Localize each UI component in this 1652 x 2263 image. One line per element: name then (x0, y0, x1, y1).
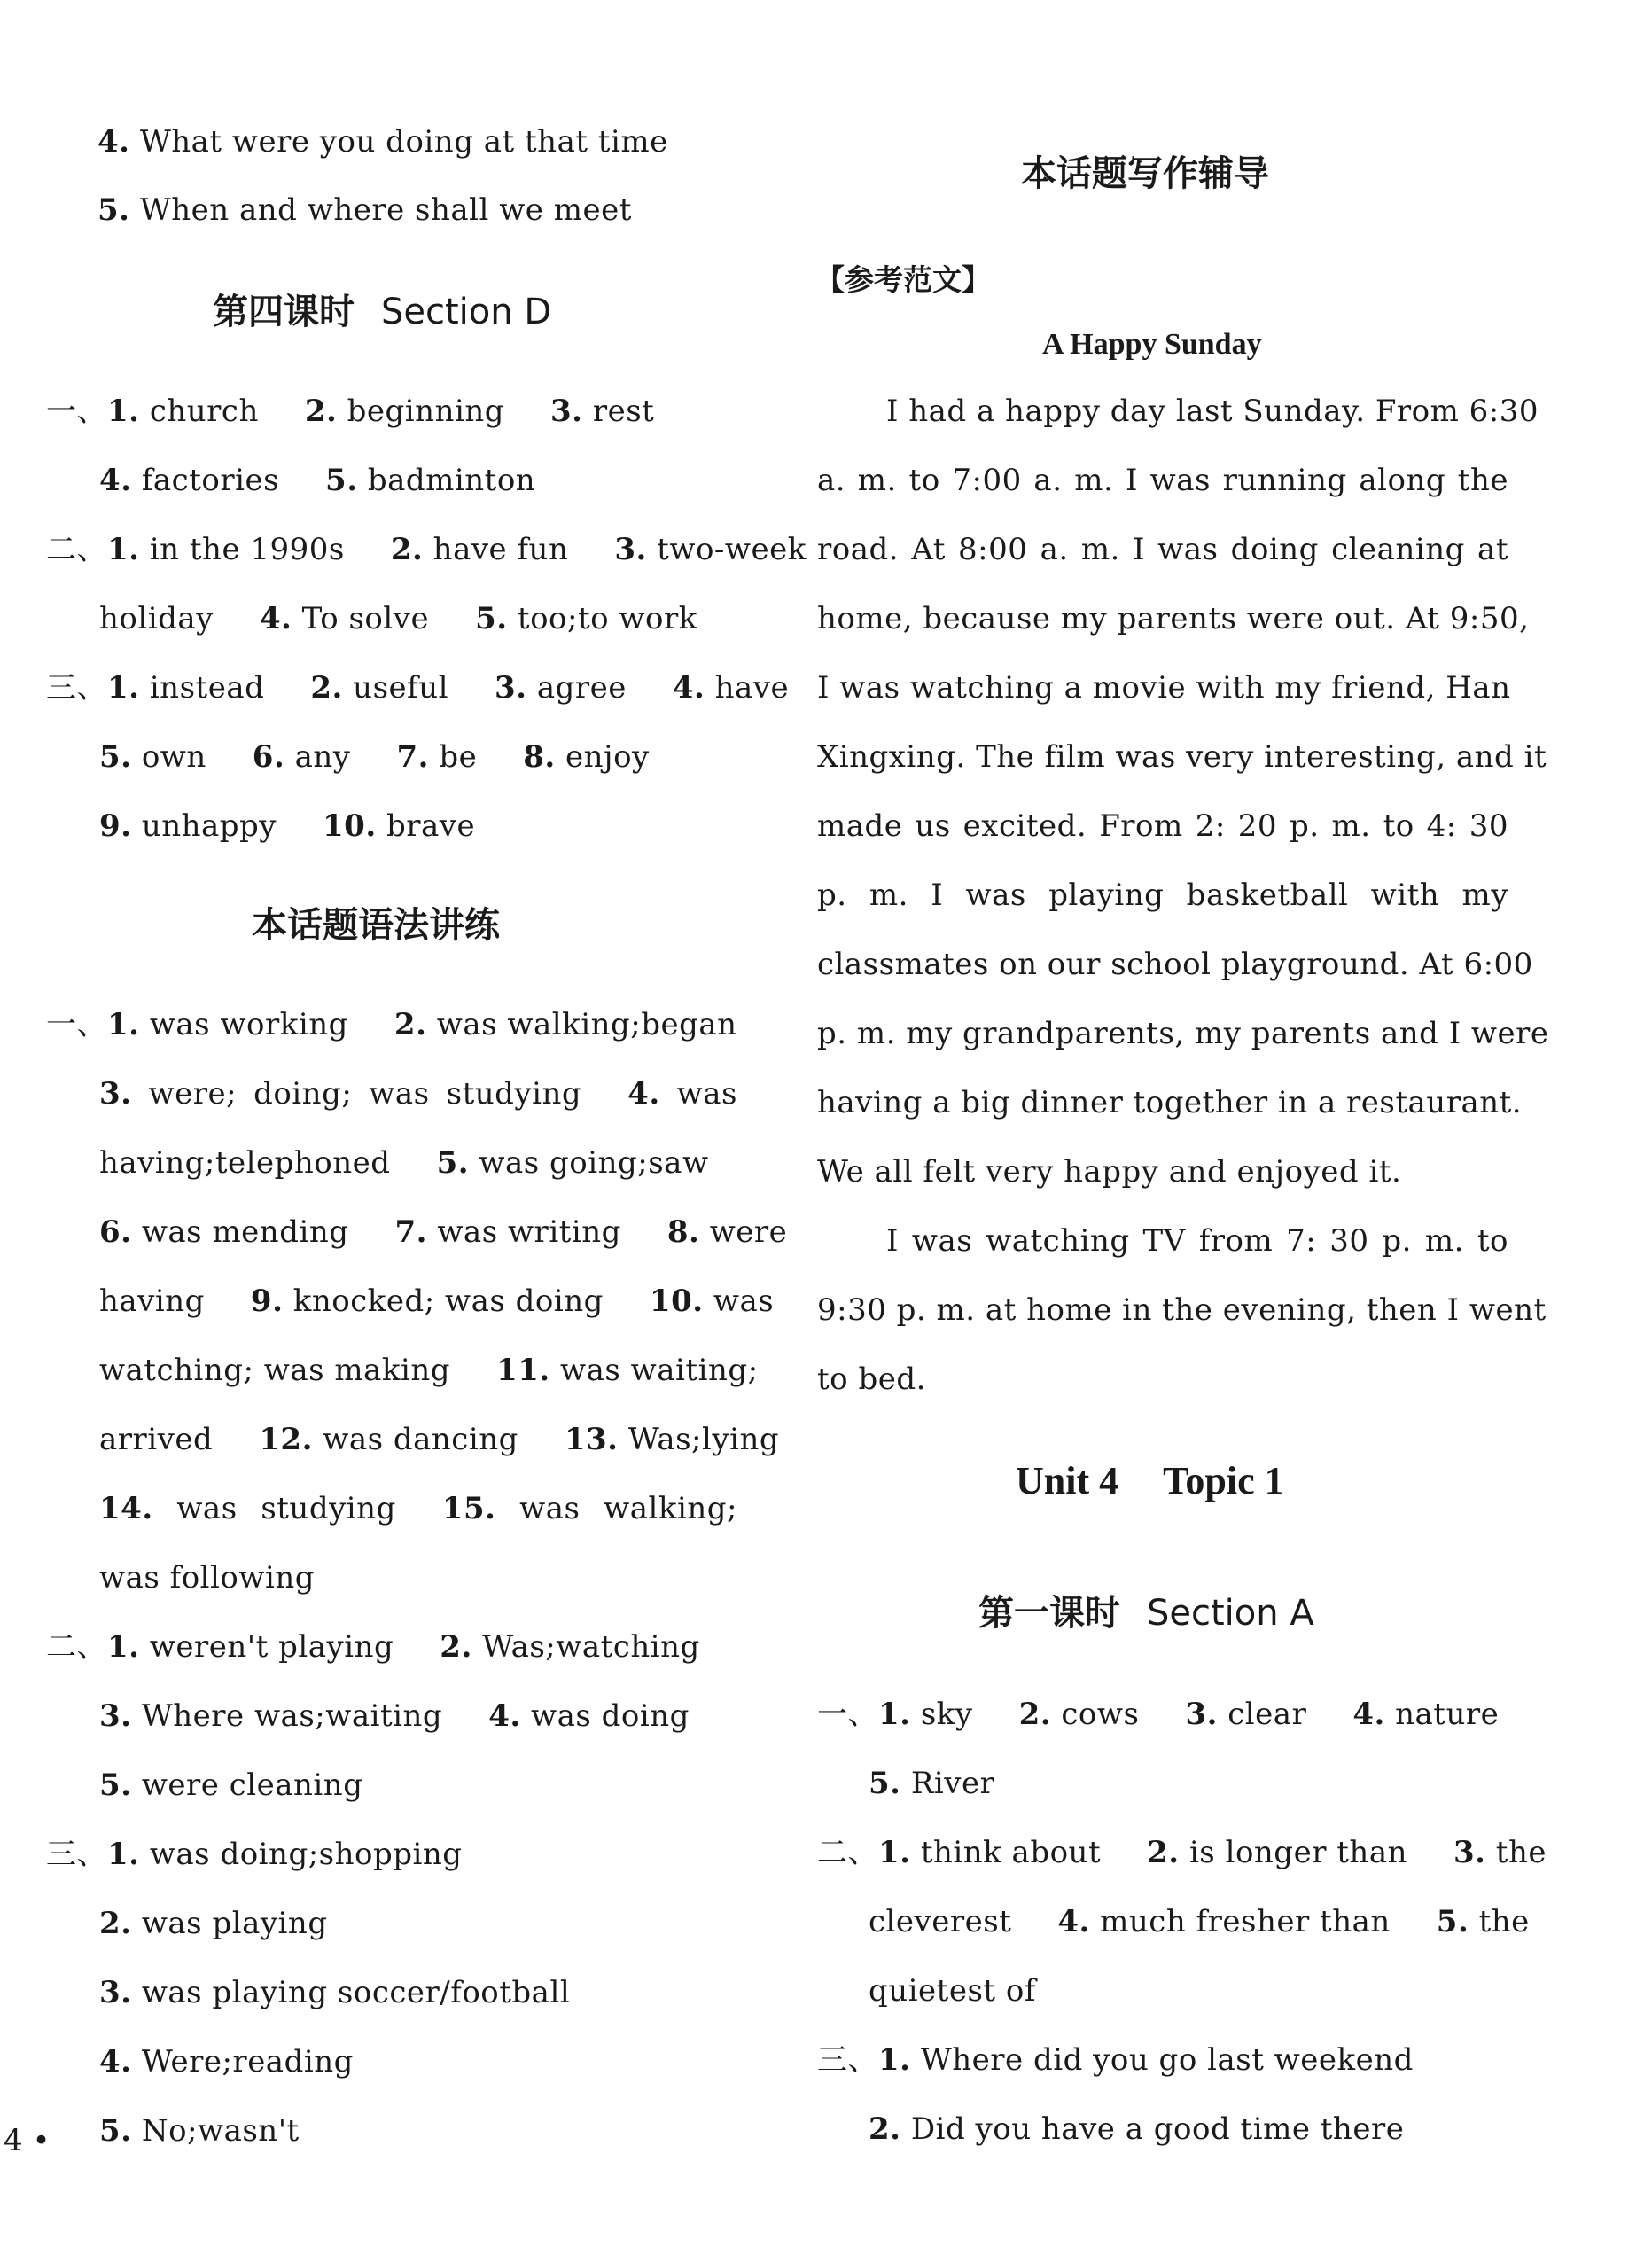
item-answer: sky (920, 1697, 973, 1732)
item-number: 4. (99, 463, 132, 498)
item-number: 9. (250, 1284, 284, 1319)
item-number: 2. (99, 1906, 132, 1941)
answer-line: 三、1. Where did you go last weekend (817, 2042, 1414, 2078)
essay-line: p. m. I was playing basketball with my (817, 878, 1508, 913)
item-answer: was doing;shopping (149, 1837, 463, 1872)
answer-line (99, 1767, 362, 1803)
item-number: 4. (488, 1698, 521, 1734)
item-number: 1. (107, 1007, 140, 1042)
answer-line (99, 1076, 737, 1112)
item-answer: Did you have a good time there (910, 2111, 1405, 2147)
item-number: 4. (627, 1076, 660, 1112)
item-answer: was working (149, 1007, 348, 1042)
item-answer: was playing (141, 1906, 328, 1941)
answer-line: 三、1. was doing;shopping (46, 1837, 463, 1872)
essay-line: home, because my parents were out. At 9:50, (817, 601, 1530, 636)
item-answer: think about (920, 1835, 1102, 1870)
section-heading: 第一课时 Section A (978, 1593, 1314, 1634)
item-number: 2. (440, 1629, 472, 1665)
essay-line: I was watching a movie with my friend, Han (817, 670, 1511, 706)
answer-line (99, 1906, 328, 1941)
item-answer: Was;watching (482, 1629, 700, 1665)
item-answer: factories (141, 463, 280, 498)
item-number: 5. (325, 463, 358, 498)
answer-line: having 9. knocked; was doing 10. was (99, 1284, 775, 1319)
item-number: 14. (99, 1491, 153, 1526)
item-number: 10. (649, 1284, 704, 1319)
answer-line (99, 2113, 300, 2149)
answer-line (869, 2111, 1404, 2147)
answer-line: 三、1. instead 2. useful 3. agree 4. have (46, 670, 790, 706)
answer-line (99, 739, 650, 775)
item-number: 5. (475, 601, 508, 636)
essay-line: p. m. my grandparents, my parents and I were (817, 1016, 1549, 1051)
item-number: 5. (1436, 1904, 1469, 1939)
item-answer: knocked; was doing (292, 1284, 604, 1319)
essay-line: a. m. to 7:00 a. m. I was running along the (817, 463, 1508, 498)
answer-line: 二、1. weren't playing 2. Was;watching (46, 1629, 700, 1665)
section-heading: 第四课时 Section D (213, 292, 552, 332)
item-number: 11. (496, 1353, 550, 1388)
item-answer: was writing (437, 1214, 621, 1250)
item-answer: brave (386, 808, 476, 844)
essay-line: road. At 8:00 a. m. I was doing cleaning at (817, 532, 1508, 567)
item-answer: were (709, 1214, 788, 1250)
section-heading: 本话题语法讲练 (252, 905, 500, 946)
item-number: 5. (436, 1145, 470, 1181)
item-answer: the (1495, 1835, 1547, 1870)
item-answer: in the 1990s (149, 532, 345, 567)
item-answer: Was;lying (627, 1422, 780, 1457)
item-answer: was dancing (323, 1422, 518, 1457)
item-answer: were cleaning (141, 1767, 363, 1803)
essay-line: classmates on our school playground. At 6:00 (817, 947, 1533, 982)
item-number: 4. (672, 670, 705, 706)
essay-line: I had a happy day last Sunday. From 6:30 (886, 394, 1539, 429)
answer-line (99, 1214, 788, 1250)
item-number: 2. (304, 394, 338, 429)
item-answer: was walking; (519, 1491, 737, 1526)
item-number: 7. (394, 1214, 428, 1250)
item-number: 3. (99, 1975, 132, 2010)
answer-line (99, 2044, 354, 2080)
item-answer: enjoy (565, 739, 650, 775)
essay-line: having a big dinner together in a restaurant. (817, 1085, 1523, 1120)
essay-line: Xingxing. The film was very interesting, and it (817, 739, 1547, 775)
answer-line: 一、1. church 2. beginning 3. rest (46, 394, 655, 429)
item-number: 7. (396, 739, 429, 775)
essay-line: 9:30 p. m. at home in the evening, then I went (817, 1292, 1547, 1328)
item-answer: beginning (347, 394, 505, 429)
item-answer: clear (1227, 1697, 1307, 1732)
answer-line (99, 1975, 570, 2010)
item-answer: River (910, 1766, 995, 1801)
item-answer: rest (592, 394, 655, 429)
item-number: 10. (323, 808, 377, 844)
item-number: 1. (107, 394, 140, 429)
item-answer: was mending (141, 1214, 349, 1250)
item-number: 9. (99, 808, 132, 844)
item-number: 5. (869, 1766, 901, 1801)
item-number: 1. (878, 1697, 911, 1732)
item-number: 1. (107, 532, 140, 567)
item-number: 13. (564, 1422, 619, 1457)
item-answer: be (439, 739, 478, 775)
answer-line: 5. When and where shall we meet (97, 192, 632, 228)
item-answer: cows (1061, 1697, 1140, 1732)
answer-line (99, 1491, 737, 1526)
answer-line: watching; was making 11. was waiting; (99, 1353, 759, 1388)
item-answer: useful (353, 670, 448, 706)
item-number: 1. (107, 1629, 140, 1665)
item-number: 3. (614, 532, 647, 567)
item-number: 1. (107, 670, 140, 706)
section-heading: 本话题写作辅导 (1021, 153, 1269, 194)
item-number: 3. (550, 394, 583, 429)
answer-line: quietest of (869, 1973, 1036, 2009)
item-answer: were; doing; was studying (148, 1076, 582, 1112)
item-number: 4. (99, 2044, 132, 2080)
item-answer: unhappy (141, 808, 277, 844)
essay-line: I was watching TV from 7: 30 p. m. to (886, 1223, 1508, 1259)
essay-title: A Happy Sunday (1042, 328, 1262, 361)
item-answer: is longer than (1188, 1835, 1407, 1870)
essay-line: to bed. (817, 1362, 926, 1397)
item-number: 3. (1185, 1697, 1218, 1732)
item-answer: church (149, 394, 259, 429)
item-answer: have fun (432, 532, 569, 567)
answer-line: 二、1. in the 1990s 2. have fun 3. two-week (46, 532, 807, 567)
item-answer: weren't playing (149, 1629, 394, 1665)
item-number: 5. (99, 739, 132, 775)
item-number: 4. (1352, 1697, 1385, 1732)
item-number: 2. (1018, 1697, 1052, 1732)
item-answer: was (676, 1076, 737, 1112)
item-number: 5. (99, 1767, 132, 1803)
item-number: 1. (878, 2042, 911, 2078)
item-answer: two-week (657, 532, 807, 567)
item-answer: too;to work (517, 601, 697, 636)
item-number: 5. (99, 2113, 132, 2149)
answer-line: holiday 4. To solve 5. too;to work (99, 601, 697, 636)
unit-heading: Unit 4 Topic 1 (1016, 1459, 1284, 1502)
item-answer: was studying (176, 1491, 396, 1526)
answer-line (99, 808, 475, 844)
item-number: 3. (1453, 1835, 1486, 1870)
item-number: 2. (1147, 1835, 1180, 1870)
answer-line (99, 1698, 690, 1734)
sample-essay-label: 【参考范文】 (815, 262, 991, 297)
item-answer: was going;saw (479, 1145, 709, 1181)
item-answer: instead (149, 670, 265, 706)
item-number: 2. (394, 1007, 427, 1042)
answer-line (869, 1766, 994, 1801)
item-answer: Where was;waiting (141, 1698, 443, 1734)
item-number: 1. (107, 1837, 140, 1872)
item-number: 1. (878, 1835, 911, 1870)
answer-line: having;telephoned 5. was going;saw (99, 1145, 709, 1181)
item-answer: Were;reading (141, 2044, 354, 2080)
answer-line: 一、1. was working 2. was walking;began (46, 1007, 737, 1042)
item-answer: was walking;began (436, 1007, 737, 1042)
item-answer: No;wasn't (141, 2113, 300, 2149)
answer-line: cleverest 4. much fresher than 5. the (869, 1904, 1530, 1939)
answer-line: 4. What were you doing at that time (97, 124, 668, 160)
item-answer: was playing soccer/football (141, 1975, 571, 2010)
item-number: 8. (523, 739, 556, 775)
item-answer: own (141, 739, 206, 775)
item-number: 3. (99, 1698, 132, 1734)
item-answer: have (714, 670, 790, 706)
item-answer: was doing (531, 1698, 690, 1734)
item-answer: nature (1395, 1697, 1500, 1732)
essay-line: made us excited. From 2: 20 p. m. to 4: 30 (817, 808, 1508, 844)
item-number: 4. (259, 601, 292, 636)
answer-line: was following (99, 1560, 316, 1596)
item-number: 2. (390, 532, 424, 567)
item-answer: Where did you go last weekend (920, 2042, 1414, 2078)
answer-line: 二、1. think about 2. is longer than 3. the (817, 1835, 1547, 1870)
item-number: 3. (99, 1076, 132, 1112)
essay-line: We all felt very happy and enjoyed it. (817, 1154, 1402, 1190)
item-answer: agree (536, 670, 627, 706)
page-number: 4 • (4, 2123, 51, 2158)
item-number: 2. (869, 2111, 901, 2147)
item-number: 4. (1057, 1904, 1090, 1939)
item-answer: To solve (301, 601, 430, 636)
answer-line (99, 463, 535, 498)
item-number: 3. (495, 670, 527, 706)
answer-line: 一、1. sky 2. cows 3. clear 4. nature (817, 1697, 1500, 1732)
item-number: 15. (441, 1491, 496, 1526)
item-number: 6. (252, 739, 285, 775)
item-answer: badminton (367, 463, 536, 498)
item-number: 2. (310, 670, 343, 706)
item-number: 8. (666, 1214, 700, 1250)
item-answer: much fresher than (1100, 1904, 1391, 1939)
item-number: 6. (99, 1214, 132, 1250)
item-answer: any (294, 739, 351, 775)
item-number: 12. (259, 1422, 313, 1457)
item-answer: the (1478, 1904, 1530, 1939)
item-answer: was waiting; (560, 1353, 759, 1388)
item-answer: was (713, 1284, 775, 1319)
answer-line: arrived 12. was dancing 13. Was;lying (99, 1422, 780, 1457)
